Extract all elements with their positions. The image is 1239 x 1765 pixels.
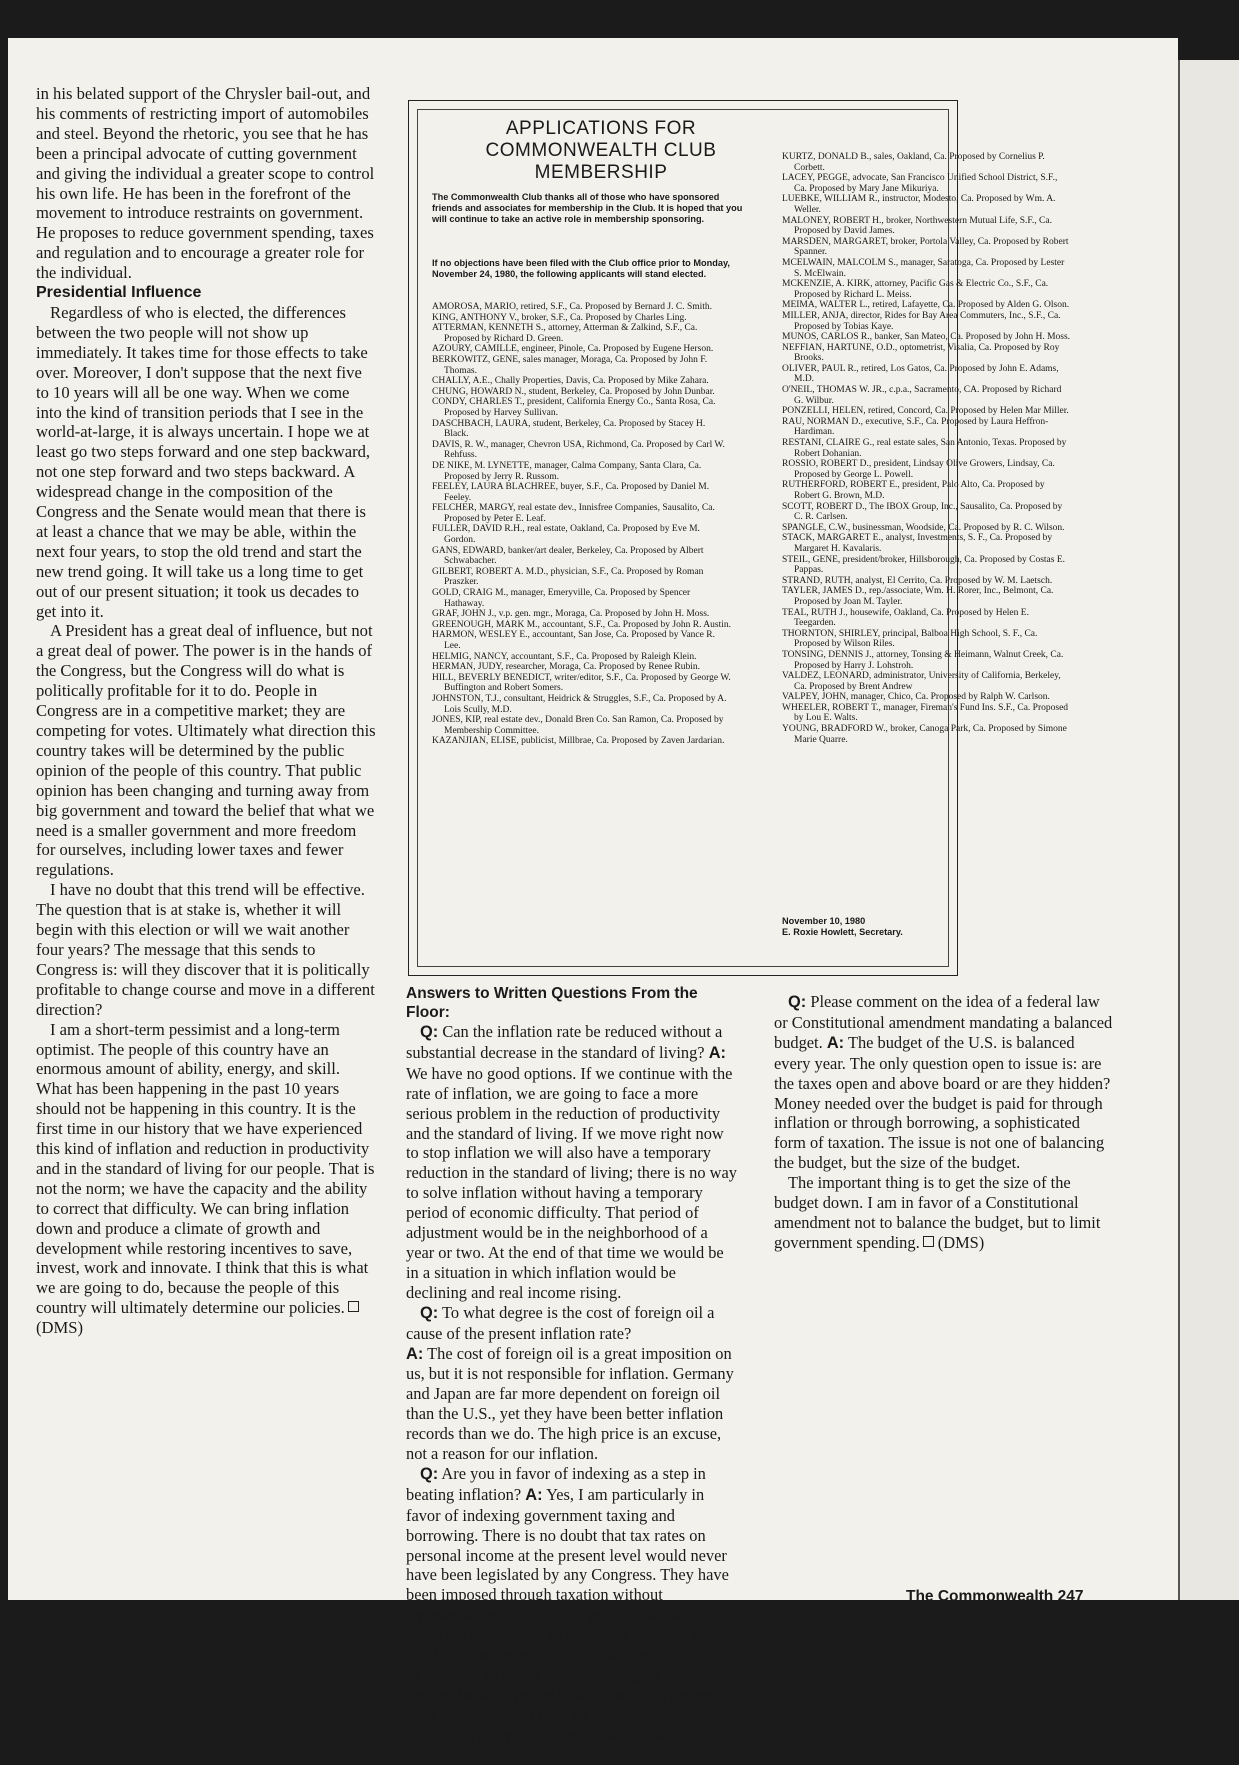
- q-label: Q:: [420, 1464, 439, 1483]
- next-page-edge: [1178, 60, 1239, 1600]
- qa-item: [406, 1464, 740, 1765]
- paragraph-end: [36, 1020, 376, 1319]
- applicant-entry: FELCHER, MARGY, real estate dev., Innisfree Companies, Sausalito, Ca. Proposed by Peter E. Leaf.: [432, 503, 715, 524]
- qa-item: [406, 1022, 740, 1303]
- applicant-entry: MEIMA, WALTER L., retired, Lafayette, Ca. Proposed by Alden G. Olson.: [782, 300, 1070, 311]
- answer-text: The cost of foreign oil is a great imposition on us, but it is not responsible for inflation. Germany and Japan are far more dependent on foreign oil than the U.S., yet they have been better inflation records than we do. The high price is an excuse, not a reason for our inflation.: [406, 1343, 734, 1464]
- publication-name: The Commonwealth: [906, 1588, 1054, 1605]
- applicant-entry: KAZANJIAN, ELISE, publicist, Millbrae, Ca. Proposed by Zaven Jardarian.: [432, 736, 725, 747]
- applicant-entry: LUEBKE, WILLIAM R., instructor, Modesto, Ca. Proposed by Wm. A. Weller.: [782, 194, 1056, 215]
- applicant-list-left: [432, 302, 732, 747]
- applicant-entry: STEIL, GENE, president/broker, Hillsborough, Ca. Proposed by Costas E. Pappas.: [782, 554, 1066, 576]
- applicant-entry: BERKOWITZ, GENE, sales manager, Moraga, Ca. Proposed by John F. Thomas.: [432, 354, 708, 376]
- applicant-entry: SCOTT, ROBERT D., The IBOX Group, Inc., Sausalito, Ca. Proposed by C. R. Carlsen.: [782, 501, 1063, 523]
- applicant-entry: MALONEY, ROBERT H., broker, Northwestern Mutual Life, S.F., Ca. Proposed by David James.: [782, 215, 1052, 237]
- left-column: [36, 84, 376, 1338]
- applicant-entry: ROSSIO, ROBERT D., president, Lindsay Olive Growers, Lindsay, Ca. Proposed by George L. Powell.: [782, 459, 1055, 480]
- applicant-entry: GANS, EDWARD, banker/art dealer, Berkeley, Ca. Proposed by Albert Schwabacher.: [432, 545, 704, 567]
- author-signoff: (DMS): [937, 1232, 985, 1252]
- applicant-entry: MCELWAIN, MALCOLM S., manager, Saratoga, Ca. Proposed by Lester S. McElwain.: [782, 257, 1065, 279]
- applicant-entry: MUNOS, CARLOS R., banker, San Mateo, Ca. Proposed by John H. Moss.: [782, 332, 1071, 343]
- membership-intro: The Commonwealth Club thanks all of those who have sponsored friends and associates for membership in the Club. It is hoped that you will continue to take an active role in membership sponsoring.: [432, 192, 743, 224]
- page-footer: [906, 1588, 1083, 1606]
- end-mark-icon: [348, 1301, 359, 1312]
- applicant-entry: CHALLY, A.E., Chally Properties, Davis, Ca. Proposed by Mike Zahara.: [432, 376, 709, 387]
- applicant-entry: DASCHBACH, LAURA, student, Berkeley, Ca. Proposed by Stacey H. Black.: [432, 418, 706, 440]
- applicant-entry: NEFFIAN, HARTUNE, O.D., optometrist, Visalia, Ca. Proposed by Roy Brooks.: [782, 342, 1060, 364]
- applicant-entry: GOLD, CRAIG M., manager, Emeryville, Ca. Proposed by Spencer Hathaway.: [432, 588, 691, 609]
- qa-item: [774, 992, 1114, 1173]
- applicant-entry: KING, ANTHONY V., broker, S.F., Ca. Proposed by Charles Ling.: [432, 312, 687, 323]
- membership-objection-notice: If no objections have been filed with the Club office prior to Monday, November 24, 1980, the following applicants will stand elected.: [432, 258, 730, 279]
- applicant-entry: YOUNG, BRADFORD W., broker, Canoga Park, Ca. Proposed by Simone Marie Quarre.: [782, 724, 1067, 745]
- membership-title: APPLICATIONS FOR COMMONWEALTH CLUB MEMBERSHIP: [485, 118, 717, 183]
- paragraph-text: I am a short-term pessimist and a long-term optimist. The people of this country have an enormous amount of ability, energy, and skill. What has been happening in the past 10 years should not be happening in this country. It is the first time in our history that we have experienced this kind of inflation and reduction in productivity and in the standard of living for our people. That is not the norm; we have the capacity and the ability to correct that difficulty. We can bring inflation down and produce a climate of growth and development while restoring incentives to save, invest, work and innovate. I think that this is what we are going to do, because the people of this country will ultimately determine our policies.: [36, 1019, 375, 1318]
- a-label: A:: [525, 1485, 543, 1504]
- membership-secretary: E. Roxie Howlett, Secretary.: [782, 927, 903, 937]
- qa-heading: Answers to Written Questions From the Floor:: [406, 985, 698, 1021]
- question-text: Are you in favor of indexing as a step in beating inflation?: [406, 1463, 706, 1504]
- applicant-entry: KURTZ, DONALD B., sales, Oakland, Ca. Proposed by Cornelius P. Corbett.: [782, 152, 1045, 173]
- applicant-entry: ATTERMAN, KENNETH S., attorney, Atterman & Zalkind, S.F., Ca. Proposed by Richard D. Green.: [432, 323, 698, 344]
- applicant-entry: FULLER, DAVID R.H., real estate, Oakland, Ca. Proposed by Eve M. Gordon.: [432, 524, 700, 546]
- question-text: Can the inflation rate be reduced without a substantial decrease in the standard of living?: [406, 1022, 723, 1062]
- closing-paragraph: [774, 1173, 1114, 1253]
- applicant-entry: DAVIS, R. W., manager, Chevron USA, Richmond, Ca. Proposed by Carl W. Rehfuss.: [432, 439, 725, 461]
- applicant-entry: O'NEIL, THOMAS W. JR., c.p.a., Sacramento, CA. Proposed by Richard G. Wilbur.: [782, 385, 1062, 406]
- applicant-entry: RUTHERFORD, ROBERT E., president, Palo Alto, Ca. Proposed by Robert G. Brown, M.D.: [782, 480, 1045, 501]
- applicant-entry: AZOURY, CAMILLE, engineer, Pinole, Ca. Proposed by Eugene Herson.: [432, 344, 714, 355]
- applicant-entry: GRAF, JOHN J., v.p. gen. mgr., Moraga, Ca. Proposed by John H. Moss.: [432, 609, 710, 620]
- answer-text: We have no good options. If we continue with the rate of inflation, we are going to face a more serious problem in the reduction of productivity and the standard of living. If we move right now to stop inflation we will also have a temporary reduction in the standard of living; there is no way to solve inflation without having a temporary period of economic difficulty. That period of adjustment would be in the neighborhood of a year or two. At the end of that time we would be in a situation in which inflation would be declining and real income rising.: [406, 1063, 737, 1302]
- applicant-entry: JOHNSTON, T.J., consultant, Heidrick & Struggles, S.F., Ca. Proposed by A. Lois Scully, M.D.: [432, 693, 727, 715]
- applicant-entry: RAU, NORMAN D., executive, S.F., Ca. Proposed by Laura Heffron-Hardiman.: [782, 416, 1049, 438]
- closing-text: The important thing is to get the size of the budget down. I am in favor of a Constitutional amendment not to balance the budget, but to limit government spending.: [774, 1173, 1101, 1252]
- applicant-entry: PONZELLI, HELEN, retired, Concord, Ca. Proposed by Helen Mar Miller.: [782, 406, 1069, 417]
- section-heading: Presidential Influence: [36, 284, 202, 302]
- applicant-entry: CHUNG, HOWARD N., student, Berkeley, Ca. Proposed by John Dunbar.: [432, 386, 715, 397]
- applicant-entry: HARMON, WESLEY E., accountant, San Jose, Ca. Proposed by Vance R. Lee.: [432, 630, 715, 651]
- applicant-entry: FEELEY, LAURA BLACHREE, buyer, S.F., Ca. Proposed by Daniel M. Feeley.: [432, 482, 710, 503]
- applicant-entry: VALDEZ, LEONARD, administrator, University of California, Berkeley, Ca. Proposed by Brent Andrew: [782, 671, 1061, 692]
- applicant-entry: TAYLER, JAMES D., rep./associate, Wm. H. Rorer, Inc., Belmont, Ca. Proposed by Joan M. Tayler.: [782, 586, 1054, 607]
- answer-text: Yes, I am particularly in favor of indexing government taxing and borrowing. There is no doubt that tax rates on personal income at the present level would never have been legislated by any Congress. They have been imposed through taxation without representation. One way to get around that is to index the tax system; to adjust the limits of the brackets, and the exemptions each year for the rate of inflation so that if your income goes up 10 percent because prices have gone up 10 percent your taxes will also only go up 10 percent. Today your taxes go up 16 percent under those circumstances.: [406, 1484, 739, 1764]
- applicant-entry: MILLER, ANJA, director, Rides for Bay Area Commuters, Inc., S.F., Ca. Proposed by Tobias Kaye.: [782, 310, 1061, 332]
- a-label: A:: [406, 1344, 424, 1363]
- qa-column-right: [774, 992, 1114, 1253]
- qa-column-middle: [406, 984, 740, 1765]
- applicant-list-right: [782, 152, 1072, 745]
- applicant-entry: MCKENZIE, A. KIRK, attorney, Pacific Gas & Electric Co., S.F., Ca. Proposed by Richard L. Meiss.: [782, 279, 1049, 300]
- a-label: A:: [708, 1043, 726, 1062]
- applicant-entry: THORNTON, SHIRLEY, principal, Balboa High School, S. F., Ca. Proposed by Wilson Riles.: [782, 628, 1038, 650]
- applicant-entry: AMOROSA, MARIO, retired, S.F., Ca. Proposed by Bernard J. C. Smith.: [432, 302, 713, 312]
- applicant-entry: WHEELER, ROBERT T., manager, Fireman's Fund Ins. S.F., Ca. Proposed by Lou E. Walts.: [782, 702, 1069, 724]
- membership-box: [408, 100, 1071, 976]
- membership-signature: [782, 916, 903, 938]
- author-signoff: (DMS): [36, 1318, 84, 1338]
- applicant-entry: TONSING, DENNIS J., attorney, Tonsing & Heimann, Walnut Creek, Ca. Proposed by Harry J. Lohstroh.: [782, 649, 1064, 671]
- q-label: Q:: [788, 993, 807, 1011]
- paragraph: Regardless of who is elected, the differences between the two people will not show up immediately. It takes time for those effects to take over. Moreover, I don't suppose that the next five to 10 years will all be one way. When we come into the kind of transition periods that I see in the world-at-large, it is always uncertain. I hope we at least go two steps forward and one step backward, not one step forward and two steps backward. A widespread change in the composition of the Congress and the Senate would mean that there is at least a chance that we may be able, within the next four years, to stop the old trend and start the new trend going. It will take us a long time to get out of our present situation; it took us decades to get into it.: [36, 302, 371, 621]
- paragraph: A President has a great deal of influence, but not a great deal of power. The power is in the hands of the Congress, but the Congress will do what is politically profitable for it to do. People in Congress are in a competitive market; they are competing for votes. Ultimately what direction this country takes will be determined by the public opinion of the people of this country. That public opinion has been changing and turning away from big government and toward the belief that what we need is a smaller government and more freedom for ourselves, including lower taxes and fewer regulations.: [36, 621, 376, 880]
- membership-box-inner: [417, 109, 1071, 967]
- applicant-entry: STRAND, RUTH, analyst, El Cerrito, Ca. Proposed by W. M. Laetsch.: [782, 575, 1053, 586]
- end-mark-icon: [923, 1236, 934, 1247]
- question-text: To what degree is the cost of foreign oil a cause of the present inflation rate?: [406, 1302, 715, 1343]
- applicant-entry: SPANGLE, C.W., businessman, Woodside, Ca. Proposed by R. C. Wilson.: [782, 522, 1065, 533]
- applicant-entry: JONES, KIP, real estate dev., Donald Bren Co. San Ramon, Ca. Proposed by Membership Committee.: [432, 715, 724, 736]
- paragraph: I have no doubt that this trend will be effective. The question that is at stake is, whether it will begin with this election or will we wait another four years? The message that this sends to Congress is: will they discover that it is politically profitable to change course and move in a different direction?: [36, 880, 375, 1019]
- magazine-page: [8, 38, 1178, 1764]
- answer-text: The budget of the U.S. is balanced every year. The only question open to issue is: are the taxes open and above board or are they hidden? Money needed over the budget is paid for through inflation or through borrowing, a sophisticated form of taxation. The issue is not one of balancing the budget, but the size of the budget.: [774, 1032, 1111, 1173]
- applicant-entry: RESTANI, CLAIRE G., real estate sales, San Antonio, Texas. Proposed by Robert Dohanian.: [782, 438, 1067, 459]
- q-label: Q:: [420, 1303, 439, 1322]
- paragraph: in his belated support of the Chrysler bail-out, and his comments of restricting import of automobiles and steel. Beyond the rhetoric, you see that he has been a principal advocate of cutting government and giving the individual a greater scope to control his own life. He has been in the forefront of the movement to introduce restraints on government. He proposes to reduce government spending, taxes and regulation and to encourage a greater role for the individual.: [36, 84, 375, 283]
- applicant-entry: HELMIG, NANCY, accountant, S.F., Ca. Proposed by Raleigh Klein.: [432, 651, 697, 662]
- applicant-entry: HERMAN, JUDY, researcher, Moraga, Ca. Proposed by Renee Rubin.: [432, 662, 701, 673]
- applicant-entry: OLIVER, PAUL R., retired, Los Gatos, Ca. Proposed by John E. Adams, M.D.: [782, 363, 1059, 385]
- applicant-entry: GILBERT, ROBERT A. M.D., physician, S.F., Ca. Proposed by Roman Praszker.: [432, 566, 704, 588]
- applicant-entry: MARSDEN, MARGARET, broker, Portola Valley, Ca. Proposed by Robert Spanner.: [782, 236, 1069, 258]
- a-label: A:: [826, 1033, 845, 1052]
- applicant-entry: HILL, BEVERLY BENEDICT, writer/editor, S.F., Ca. Proposed by George W. Buffington and Robert Somers.: [432, 672, 731, 694]
- applicant-entry: DE NIKE, M. LYNETTE, manager, Calma Company, Santa Clara, Ca. Proposed by Jerry R. Russom.: [432, 460, 702, 482]
- membership-date: November 10, 1980: [782, 916, 866, 926]
- q-label: Q:: [420, 1023, 439, 1041]
- applicant-entry: VALPEY, JOHN, manager, Chico, Ca. Proposed by Ralph W. Carlson.: [782, 692, 1050, 703]
- applicant-entry: GREENOUGH, MARK M., accountant, S.F., Ca. Proposed by John R. Austin.: [432, 619, 732, 630]
- qa-item: [406, 1303, 740, 1464]
- page-number: 247: [1057, 1588, 1084, 1605]
- question-text: Please comment on the idea of a federal law or Constitutional amendment mandating a balanced budget.: [774, 992, 1113, 1052]
- applicant-entry: LACEY, PEGGE, advocate, San Francisco Unified School District, S.F., Ca. Proposed by Mary Jane Mikuriya.: [782, 173, 1058, 194]
- applicant-entry: CONDY, CHARLES T., president, California Energy Co., Santa Rosa, Ca. Proposed by Harvey Sullivan.: [432, 397, 716, 418]
- applicant-entry: STACK, MARGARET E., analyst, Investments, S. F., Ca. Proposed by Margaret H. Kavalaris.: [782, 533, 1053, 554]
- applicant-entry: TEAL, RUTH J., housewife, Oakland, Ca. Proposed by Helen E. Teegarden.: [782, 607, 1029, 629]
